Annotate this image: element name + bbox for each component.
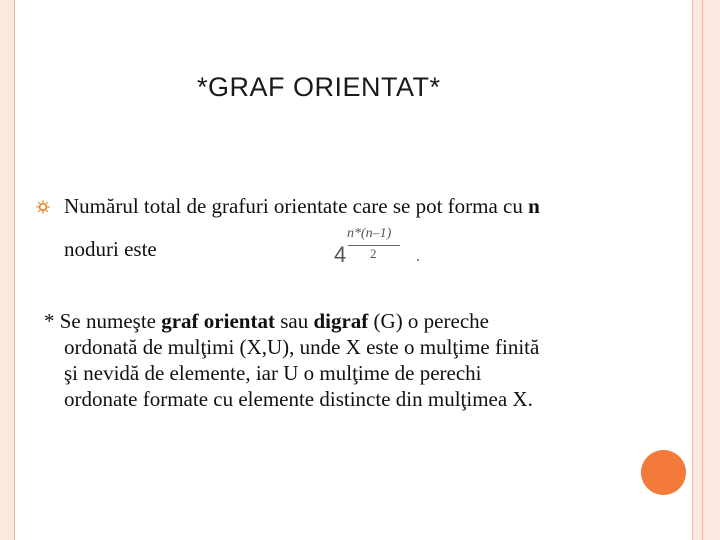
definition-line-3: şi nevidă de elemente, iar U o mulţime de perechi [64, 361, 482, 385]
definition-text: (G) o pereche [368, 309, 489, 333]
formula-trailing-dot: . [416, 248, 420, 265]
formula-base: 4 [334, 242, 347, 267]
formula-numerator: n*(n–1) [347, 226, 392, 241]
sun-icon [36, 200, 50, 214]
slide-title: *GRAF ORIENTAT* [197, 72, 441, 102]
definition-line-2: ordonată de mulţimi (X,U), unde X este o mulţime finită [64, 335, 540, 359]
right-border-line-outer [702, 0, 703, 540]
decorative-circle [641, 450, 686, 495]
definition-paragraph [44, 308, 644, 412]
bullet-text-line2: noduri este [64, 237, 157, 261]
right-border-line-inner [692, 0, 693, 540]
term-graf-orientat: graf orientat [161, 309, 275, 333]
definition-text: * Se numeşte [44, 309, 162, 333]
left-border-line [14, 0, 15, 540]
bullet-text-line1 [64, 194, 540, 219]
term-digraf: digraf [313, 309, 369, 333]
bullet-text: Numărul total de grafuri orientate care se pot forma cu [64, 194, 529, 218]
definition-line-1 [44, 308, 644, 334]
definition-line-4: ordonate formate cu elemente distincte din mulţimea X. [64, 387, 533, 411]
formula-denominator: 2 [370, 246, 377, 261]
definition-text: sau [274, 309, 314, 333]
bullet-bold-n: n [528, 194, 540, 218]
formula [330, 226, 430, 270]
